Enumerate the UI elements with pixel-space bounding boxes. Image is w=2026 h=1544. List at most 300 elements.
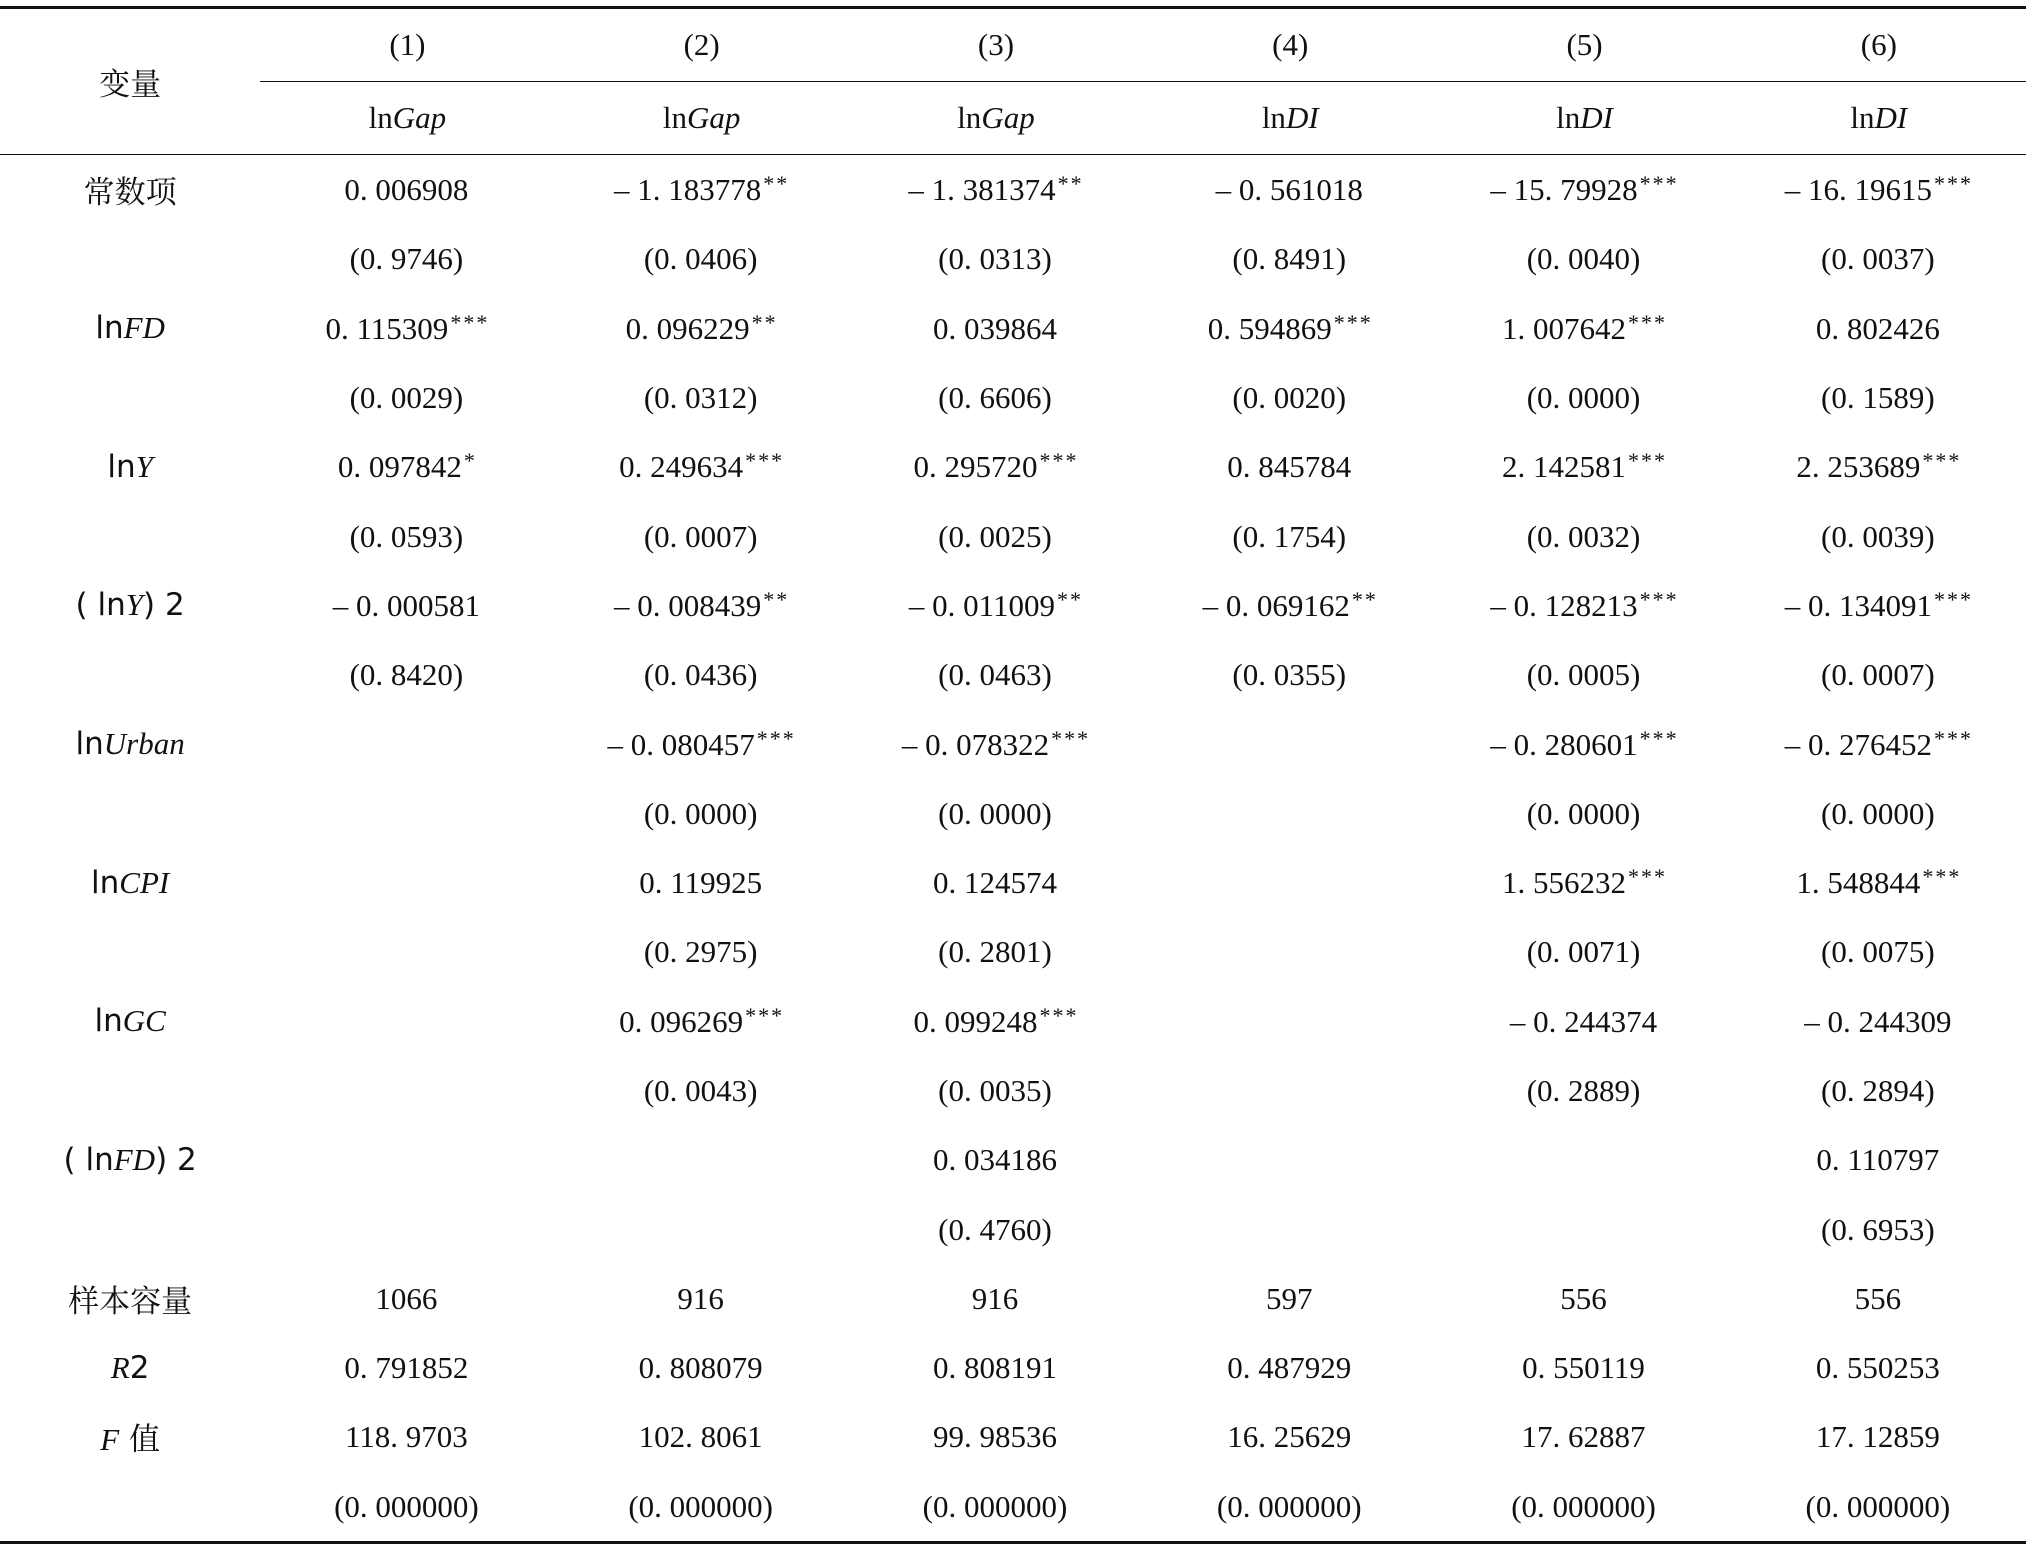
row-label-suffix: ) 2 bbox=[143, 587, 185, 624]
table-cell bbox=[1143, 224, 1437, 293]
dependent-var-prefix: ln bbox=[1556, 100, 1581, 135]
table-cell bbox=[849, 224, 1143, 293]
dependent-var-prefix: ln bbox=[1261, 100, 1286, 135]
cell-value: – 0. 244309 bbox=[1804, 1003, 1952, 1039]
dependent-var-prefix: ln bbox=[1850, 100, 1875, 135]
table-cell bbox=[849, 779, 1143, 848]
cell-value: 556 bbox=[1854, 1280, 1902, 1316]
cell-value: (0. 0029) bbox=[349, 380, 464, 416]
table-cell bbox=[1732, 155, 2026, 225]
cell-value: – 0. 069162 bbox=[1202, 587, 1350, 623]
cell-value: 0. 295720 bbox=[913, 449, 1038, 485]
table-header bbox=[0, 8, 2026, 155]
table-cell bbox=[1437, 432, 1731, 501]
table-cell bbox=[849, 709, 1143, 778]
cell-value: 0. 119925 bbox=[639, 865, 763, 901]
row-label-prefix: ln bbox=[95, 310, 124, 347]
table-cell bbox=[260, 363, 554, 432]
table-cell bbox=[1732, 1333, 2026, 1402]
significance-stars: *** bbox=[745, 1002, 785, 1028]
table-cell bbox=[1732, 432, 2026, 501]
table-cell bbox=[555, 224, 849, 293]
table-row bbox=[0, 224, 2026, 293]
cell-value: 0. 249634 bbox=[619, 449, 744, 485]
row-label bbox=[0, 1194, 260, 1263]
cell-value: 17. 12859 bbox=[1815, 1419, 1940, 1455]
table-cell bbox=[555, 1125, 849, 1194]
column-number: (2) bbox=[555, 8, 849, 82]
table-cell bbox=[1143, 501, 1437, 570]
significance-stars: ** bbox=[1057, 171, 1084, 197]
cell-value: – 0. 244374 bbox=[1509, 1003, 1658, 1039]
row-label-variable: FD bbox=[113, 1141, 156, 1177]
cell-value: (0. 0007) bbox=[1821, 657, 1935, 693]
table-cell bbox=[1143, 1472, 1437, 1543]
cell-value: 916 bbox=[677, 1280, 724, 1316]
table-cell bbox=[849, 917, 1143, 986]
table-cell bbox=[555, 294, 849, 363]
cell-value: (0. 000000) bbox=[1805, 1488, 1951, 1524]
table-row bbox=[0, 917, 2026, 986]
table-cell bbox=[260, 155, 554, 225]
table-row bbox=[0, 640, 2026, 709]
cell-value: 597 bbox=[1265, 1280, 1313, 1316]
cell-value: 118. 9703 bbox=[344, 1419, 468, 1455]
row-label-prefix: 样本容量 bbox=[68, 1283, 193, 1320]
table-cell bbox=[1143, 1125, 1437, 1194]
row-label bbox=[0, 779, 260, 848]
cell-value: 1. 556232 bbox=[1502, 865, 1627, 901]
table-cell bbox=[849, 155, 1143, 225]
table-row bbox=[0, 363, 2026, 432]
cell-value: (0. 0037) bbox=[1821, 241, 1935, 277]
cell-value: (0. 0039) bbox=[1821, 518, 1935, 554]
table-cell bbox=[1732, 363, 2026, 432]
table-cell bbox=[555, 1264, 849, 1333]
variable-header: 变量 bbox=[0, 8, 260, 155]
table-cell bbox=[1143, 1402, 1437, 1471]
cell-value: (0. 0000) bbox=[1526, 795, 1641, 831]
row-label bbox=[0, 987, 260, 1056]
significance-stars: *** bbox=[1639, 171, 1679, 197]
table-cell bbox=[849, 363, 1143, 432]
row-label-variable: FD bbox=[123, 310, 165, 346]
table-body bbox=[0, 155, 2026, 1543]
row-label-variable: Urban bbox=[103, 726, 185, 762]
table-cell bbox=[1437, 155, 1731, 225]
cell-value: (0. 0025) bbox=[938, 518, 1052, 554]
row-label-prefix: ( ln bbox=[63, 1141, 114, 1178]
cell-value: (0. 9746) bbox=[349, 241, 464, 277]
table-cell bbox=[260, 1333, 554, 1402]
table-cell bbox=[1732, 640, 2026, 709]
significance-stars: *** bbox=[1933, 725, 1973, 751]
table-cell bbox=[1437, 640, 1731, 709]
cell-value: (0. 0463) bbox=[938, 657, 1052, 693]
table-cell bbox=[1143, 1333, 1437, 1402]
cell-value: 0. 550119 bbox=[1522, 1350, 1645, 1386]
row-label-variable: F bbox=[100, 1422, 120, 1458]
significance-stars: *** bbox=[1628, 448, 1668, 474]
cell-value: 102. 8061 bbox=[638, 1419, 763, 1455]
table-cell bbox=[849, 571, 1143, 640]
cell-value: (0. 2975) bbox=[643, 934, 758, 970]
table-cell bbox=[1143, 294, 1437, 363]
cell-value: (0. 2894) bbox=[1821, 1073, 1935, 1108]
table-cell bbox=[1437, 1333, 1731, 1402]
cell-value: 0. 096229 bbox=[625, 310, 750, 346]
table-cell bbox=[849, 987, 1143, 1056]
cell-value: (0. 6606) bbox=[938, 380, 1052, 416]
table-cell bbox=[260, 224, 554, 293]
cell-value: (0. 0593) bbox=[349, 518, 464, 554]
table-cell bbox=[849, 294, 1143, 363]
row-label-variable: CPI bbox=[119, 864, 170, 900]
row-label bbox=[0, 709, 260, 778]
cell-value: (0. 0436) bbox=[643, 657, 758, 693]
table-cell bbox=[260, 1194, 554, 1263]
table-row bbox=[0, 501, 2026, 570]
cell-value: (0. 0043) bbox=[643, 1073, 758, 1108]
dependent-var-name: DI bbox=[1580, 100, 1613, 135]
row-label bbox=[0, 1264, 260, 1333]
significance-stars: *** bbox=[745, 448, 785, 474]
table-cell bbox=[1437, 1472, 1731, 1543]
significance-stars: *** bbox=[1333, 309, 1373, 335]
table-cell bbox=[1437, 363, 1731, 432]
row-label bbox=[0, 917, 260, 986]
cell-value: 1. 007642 bbox=[1502, 310, 1627, 346]
dependent-variable-header bbox=[1437, 82, 1731, 155]
cell-value: (0. 1589) bbox=[1821, 380, 1935, 416]
cell-value: – 0. 276452 bbox=[1784, 726, 1932, 762]
row-label-prefix: ln bbox=[91, 864, 120, 901]
table-cell bbox=[555, 1472, 849, 1543]
dependent-var-prefix: ln bbox=[662, 100, 688, 135]
table-cell bbox=[1437, 1402, 1731, 1471]
table-cell bbox=[1143, 987, 1437, 1056]
table-cell bbox=[555, 155, 849, 225]
row-label-prefix: ln bbox=[94, 1003, 123, 1040]
table-cell bbox=[1437, 848, 1731, 917]
row-label bbox=[0, 1472, 260, 1543]
table-row bbox=[0, 1056, 2026, 1125]
table-cell bbox=[555, 1056, 849, 1125]
table-cell bbox=[1437, 501, 1731, 570]
table-cell bbox=[1732, 501, 2026, 570]
table-cell bbox=[260, 848, 554, 917]
row-label bbox=[0, 363, 260, 432]
table-cell bbox=[849, 1402, 1143, 1471]
cell-value: – 15. 79928 bbox=[1490, 172, 1638, 208]
row-label bbox=[0, 224, 260, 293]
dependent-variable-header bbox=[1732, 82, 2026, 155]
row-label-prefix: ln bbox=[107, 448, 136, 485]
row-label-variable: GC bbox=[122, 1003, 166, 1039]
significance-stars: ** bbox=[763, 171, 790, 197]
cell-value: 0. 550253 bbox=[1815, 1350, 1940, 1386]
table-cell bbox=[849, 848, 1143, 917]
cell-value: 1066 bbox=[375, 1280, 438, 1316]
table-cell bbox=[849, 1194, 1143, 1263]
cell-value: (0. 0000) bbox=[938, 795, 1052, 831]
row-label-suffix: 值 bbox=[119, 1422, 161, 1459]
table-cell bbox=[1437, 224, 1731, 293]
dependent-var-prefix: ln bbox=[368, 100, 393, 135]
cell-value: 1. 548844 bbox=[1796, 865, 1921, 901]
table-cell bbox=[849, 501, 1143, 570]
table-cell bbox=[1143, 571, 1437, 640]
table-cell bbox=[555, 501, 849, 570]
cell-value: 0. 808191 bbox=[932, 1350, 1057, 1386]
cell-value: (0. 0035) bbox=[938, 1073, 1052, 1108]
cell-value: (0. 0000) bbox=[1526, 380, 1641, 416]
significance-stars: *** bbox=[1933, 171, 1973, 197]
cell-value: (0. 0040) bbox=[1526, 241, 1641, 277]
significance-stars: *** bbox=[756, 725, 796, 751]
cell-value: 916 bbox=[971, 1280, 1019, 1316]
cell-value: (0. 000000) bbox=[1511, 1488, 1656, 1524]
table-cell bbox=[555, 571, 849, 640]
cell-value: 0. 791852 bbox=[344, 1350, 469, 1386]
row-label bbox=[0, 1056, 260, 1125]
row-label bbox=[0, 432, 260, 501]
significance-stars: ** bbox=[1057, 586, 1083, 612]
table-cell bbox=[1437, 294, 1731, 363]
cell-value: (0. 0032) bbox=[1526, 518, 1641, 554]
table-cell bbox=[1437, 987, 1731, 1056]
table-cell bbox=[1732, 917, 2026, 986]
row-label-suffix: ) 2 bbox=[155, 1141, 197, 1178]
row-label-prefix: 常数项 bbox=[83, 175, 177, 212]
cell-value: 0. 845784 bbox=[1227, 449, 1352, 485]
table-cell bbox=[555, 779, 849, 848]
table-cell bbox=[555, 640, 849, 709]
table-cell bbox=[260, 709, 554, 778]
significance-stars: *** bbox=[1628, 309, 1668, 335]
table-cell bbox=[260, 294, 554, 363]
cell-value: – 0. 008439 bbox=[614, 587, 762, 623]
significance-stars: ** bbox=[763, 586, 790, 612]
cell-value: (0. 1754) bbox=[1232, 518, 1347, 554]
table-cell bbox=[555, 363, 849, 432]
row-label-prefix: ln bbox=[75, 726, 104, 763]
table-row bbox=[0, 155, 2026, 225]
table-cell bbox=[260, 1056, 554, 1125]
cell-value: 0. 096269 bbox=[619, 1003, 744, 1039]
table-cell bbox=[1143, 848, 1437, 917]
cell-value: (0. 8491) bbox=[1232, 241, 1347, 277]
cell-value: 0. 034186 bbox=[932, 1142, 1057, 1178]
table-cell bbox=[1143, 1194, 1437, 1263]
cell-value: (0. 4760) bbox=[938, 1211, 1052, 1247]
cell-value: – 0. 078322 bbox=[901, 726, 1050, 762]
cell-value: 0. 099248 bbox=[913, 1003, 1038, 1039]
table-row bbox=[0, 1264, 2026, 1333]
column-number: (6) bbox=[1732, 8, 2026, 82]
significance-stars: *** bbox=[1039, 448, 1079, 474]
table-row bbox=[0, 1402, 2026, 1471]
table-cell bbox=[1437, 1125, 1731, 1194]
cell-value: 99. 98536 bbox=[932, 1419, 1057, 1455]
cell-value: (0. 000000) bbox=[628, 1488, 773, 1524]
cell-value: (0. 8420) bbox=[349, 657, 464, 693]
row-label bbox=[0, 294, 260, 363]
cell-value: 2. 142581 bbox=[1502, 449, 1627, 485]
table-cell bbox=[1732, 571, 2026, 640]
table-cell bbox=[849, 1333, 1143, 1402]
table-cell bbox=[555, 917, 849, 986]
table-cell bbox=[260, 1402, 554, 1471]
cell-value: (0. 6953) bbox=[1821, 1211, 1935, 1247]
row-label bbox=[0, 1125, 260, 1194]
significance-stars: *** bbox=[1639, 725, 1679, 751]
cell-value: – 0. 280601 bbox=[1490, 726, 1638, 762]
dependent-var-name: Gap bbox=[392, 100, 447, 135]
table-cell bbox=[260, 1125, 554, 1194]
table-cell bbox=[1732, 224, 2026, 293]
row-label bbox=[0, 501, 260, 570]
table-cell bbox=[260, 432, 554, 501]
table-row bbox=[0, 1333, 2026, 1402]
dependent-var-name: Gap bbox=[687, 100, 741, 135]
row-label-prefix: ( ln bbox=[75, 587, 126, 624]
table-cell bbox=[1732, 848, 2026, 917]
table-cell bbox=[1437, 1056, 1731, 1125]
table-cell bbox=[1143, 917, 1437, 986]
significance-stars: ** bbox=[1351, 586, 1378, 612]
significance-stars: *** bbox=[1922, 864, 1962, 890]
table-cell bbox=[1143, 640, 1437, 709]
cell-value: – 0. 011009 bbox=[908, 587, 1055, 623]
table-cell bbox=[1143, 155, 1437, 225]
table-row bbox=[0, 848, 2026, 917]
dependent-variable-header bbox=[849, 82, 1143, 155]
row-label-suffix: 2 bbox=[129, 1349, 150, 1386]
row-label-variable: Y bbox=[135, 448, 153, 484]
column-number: (1) bbox=[260, 8, 554, 82]
cell-value: 0. 097842 bbox=[337, 449, 462, 485]
table-row bbox=[0, 1194, 2026, 1263]
table-cell bbox=[1143, 1264, 1437, 1333]
cell-value: (0. 0312) bbox=[643, 380, 758, 416]
cell-value: 2. 253689 bbox=[1796, 449, 1921, 485]
table-row bbox=[0, 432, 2026, 501]
table-cell bbox=[1732, 1402, 2026, 1471]
significance-stars: *** bbox=[1051, 725, 1091, 751]
table-cell bbox=[849, 1264, 1143, 1333]
row-label bbox=[0, 571, 260, 640]
significance-stars: *** bbox=[1628, 864, 1668, 890]
table-cell bbox=[1732, 987, 2026, 1056]
row-label bbox=[0, 155, 260, 225]
cell-value: – 1. 183778 bbox=[614, 172, 762, 208]
table-cell bbox=[849, 1125, 1143, 1194]
table-cell bbox=[1732, 1264, 2026, 1333]
cell-value: 0. 594869 bbox=[1207, 310, 1332, 346]
row-label bbox=[0, 848, 260, 917]
cell-value: – 1. 381374 bbox=[908, 172, 1056, 208]
cell-value: (0. 0005) bbox=[1526, 657, 1641, 693]
table-cell bbox=[1143, 709, 1437, 778]
table-cell bbox=[849, 640, 1143, 709]
cell-value: 0. 115309 bbox=[325, 310, 449, 346]
row-label bbox=[0, 1402, 260, 1471]
cell-value: – 0. 134091 bbox=[1784, 587, 1932, 623]
cell-value: (0. 2801) bbox=[938, 934, 1052, 970]
dependent-variable-header bbox=[1143, 82, 1437, 155]
cell-value: – 0. 128213 bbox=[1490, 587, 1638, 623]
table-cell bbox=[555, 1402, 849, 1471]
row-label bbox=[0, 640, 260, 709]
significance-stars: *** bbox=[1639, 586, 1679, 612]
table-cell bbox=[555, 1333, 849, 1402]
table-cell bbox=[849, 1056, 1143, 1125]
row-label bbox=[0, 1333, 260, 1402]
table-row bbox=[0, 1125, 2026, 1194]
table-cell bbox=[260, 1264, 554, 1333]
cell-value: – 0. 080457 bbox=[607, 726, 755, 762]
cell-value: 0. 110797 bbox=[1816, 1142, 1940, 1178]
table-row bbox=[0, 709, 2026, 778]
cell-value: (0. 0000) bbox=[643, 795, 758, 831]
table-cell bbox=[1437, 1264, 1731, 1333]
table-cell bbox=[1437, 709, 1731, 778]
significance-stars: *** bbox=[1933, 586, 1973, 612]
cell-value: 0. 039864 bbox=[932, 310, 1057, 346]
cell-value: (0. 0000) bbox=[1821, 795, 1935, 831]
table-cell bbox=[1732, 1472, 2026, 1543]
table-cell bbox=[1732, 779, 2026, 848]
table-cell bbox=[1732, 1194, 2026, 1263]
table-row bbox=[0, 294, 2026, 363]
table-cell bbox=[849, 432, 1143, 501]
significance-stars: *** bbox=[450, 309, 490, 335]
table-cell bbox=[260, 501, 554, 570]
table-cell bbox=[1732, 1056, 2026, 1125]
column-number: (3) bbox=[849, 8, 1143, 82]
significance-stars: * bbox=[463, 448, 477, 474]
cell-value: – 0. 561018 bbox=[1215, 172, 1363, 208]
cell-value: (0. 0355) bbox=[1232, 657, 1347, 693]
regression-results-table bbox=[0, 6, 2026, 1544]
table-cell bbox=[1732, 294, 2026, 363]
table-cell bbox=[1437, 1194, 1731, 1263]
table-cell bbox=[1732, 1125, 2026, 1194]
dependent-var-prefix: ln bbox=[957, 100, 982, 135]
cell-value: (0. 2889) bbox=[1526, 1073, 1641, 1108]
table-cell bbox=[1143, 779, 1437, 848]
dependent-var-name: DI bbox=[1874, 100, 1908, 135]
table-cell bbox=[1437, 779, 1731, 848]
table-cell bbox=[260, 640, 554, 709]
table-cell bbox=[849, 1472, 1143, 1543]
table-cell bbox=[260, 571, 554, 640]
significance-stars: *** bbox=[1039, 1002, 1079, 1028]
cell-value: 0. 487929 bbox=[1227, 1350, 1352, 1386]
table-cell bbox=[1437, 917, 1731, 986]
dependent-var-name: Gap bbox=[981, 100, 1035, 135]
cell-value: 0. 124574 bbox=[932, 865, 1057, 901]
table-cell bbox=[555, 432, 849, 501]
table-cell bbox=[260, 987, 554, 1056]
table-cell bbox=[1143, 1056, 1437, 1125]
column-number: (5) bbox=[1437, 8, 1731, 82]
table-cell bbox=[1143, 363, 1437, 432]
table-cell bbox=[555, 709, 849, 778]
table-cell bbox=[555, 987, 849, 1056]
cell-value: (0. 000000) bbox=[922, 1488, 1068, 1524]
